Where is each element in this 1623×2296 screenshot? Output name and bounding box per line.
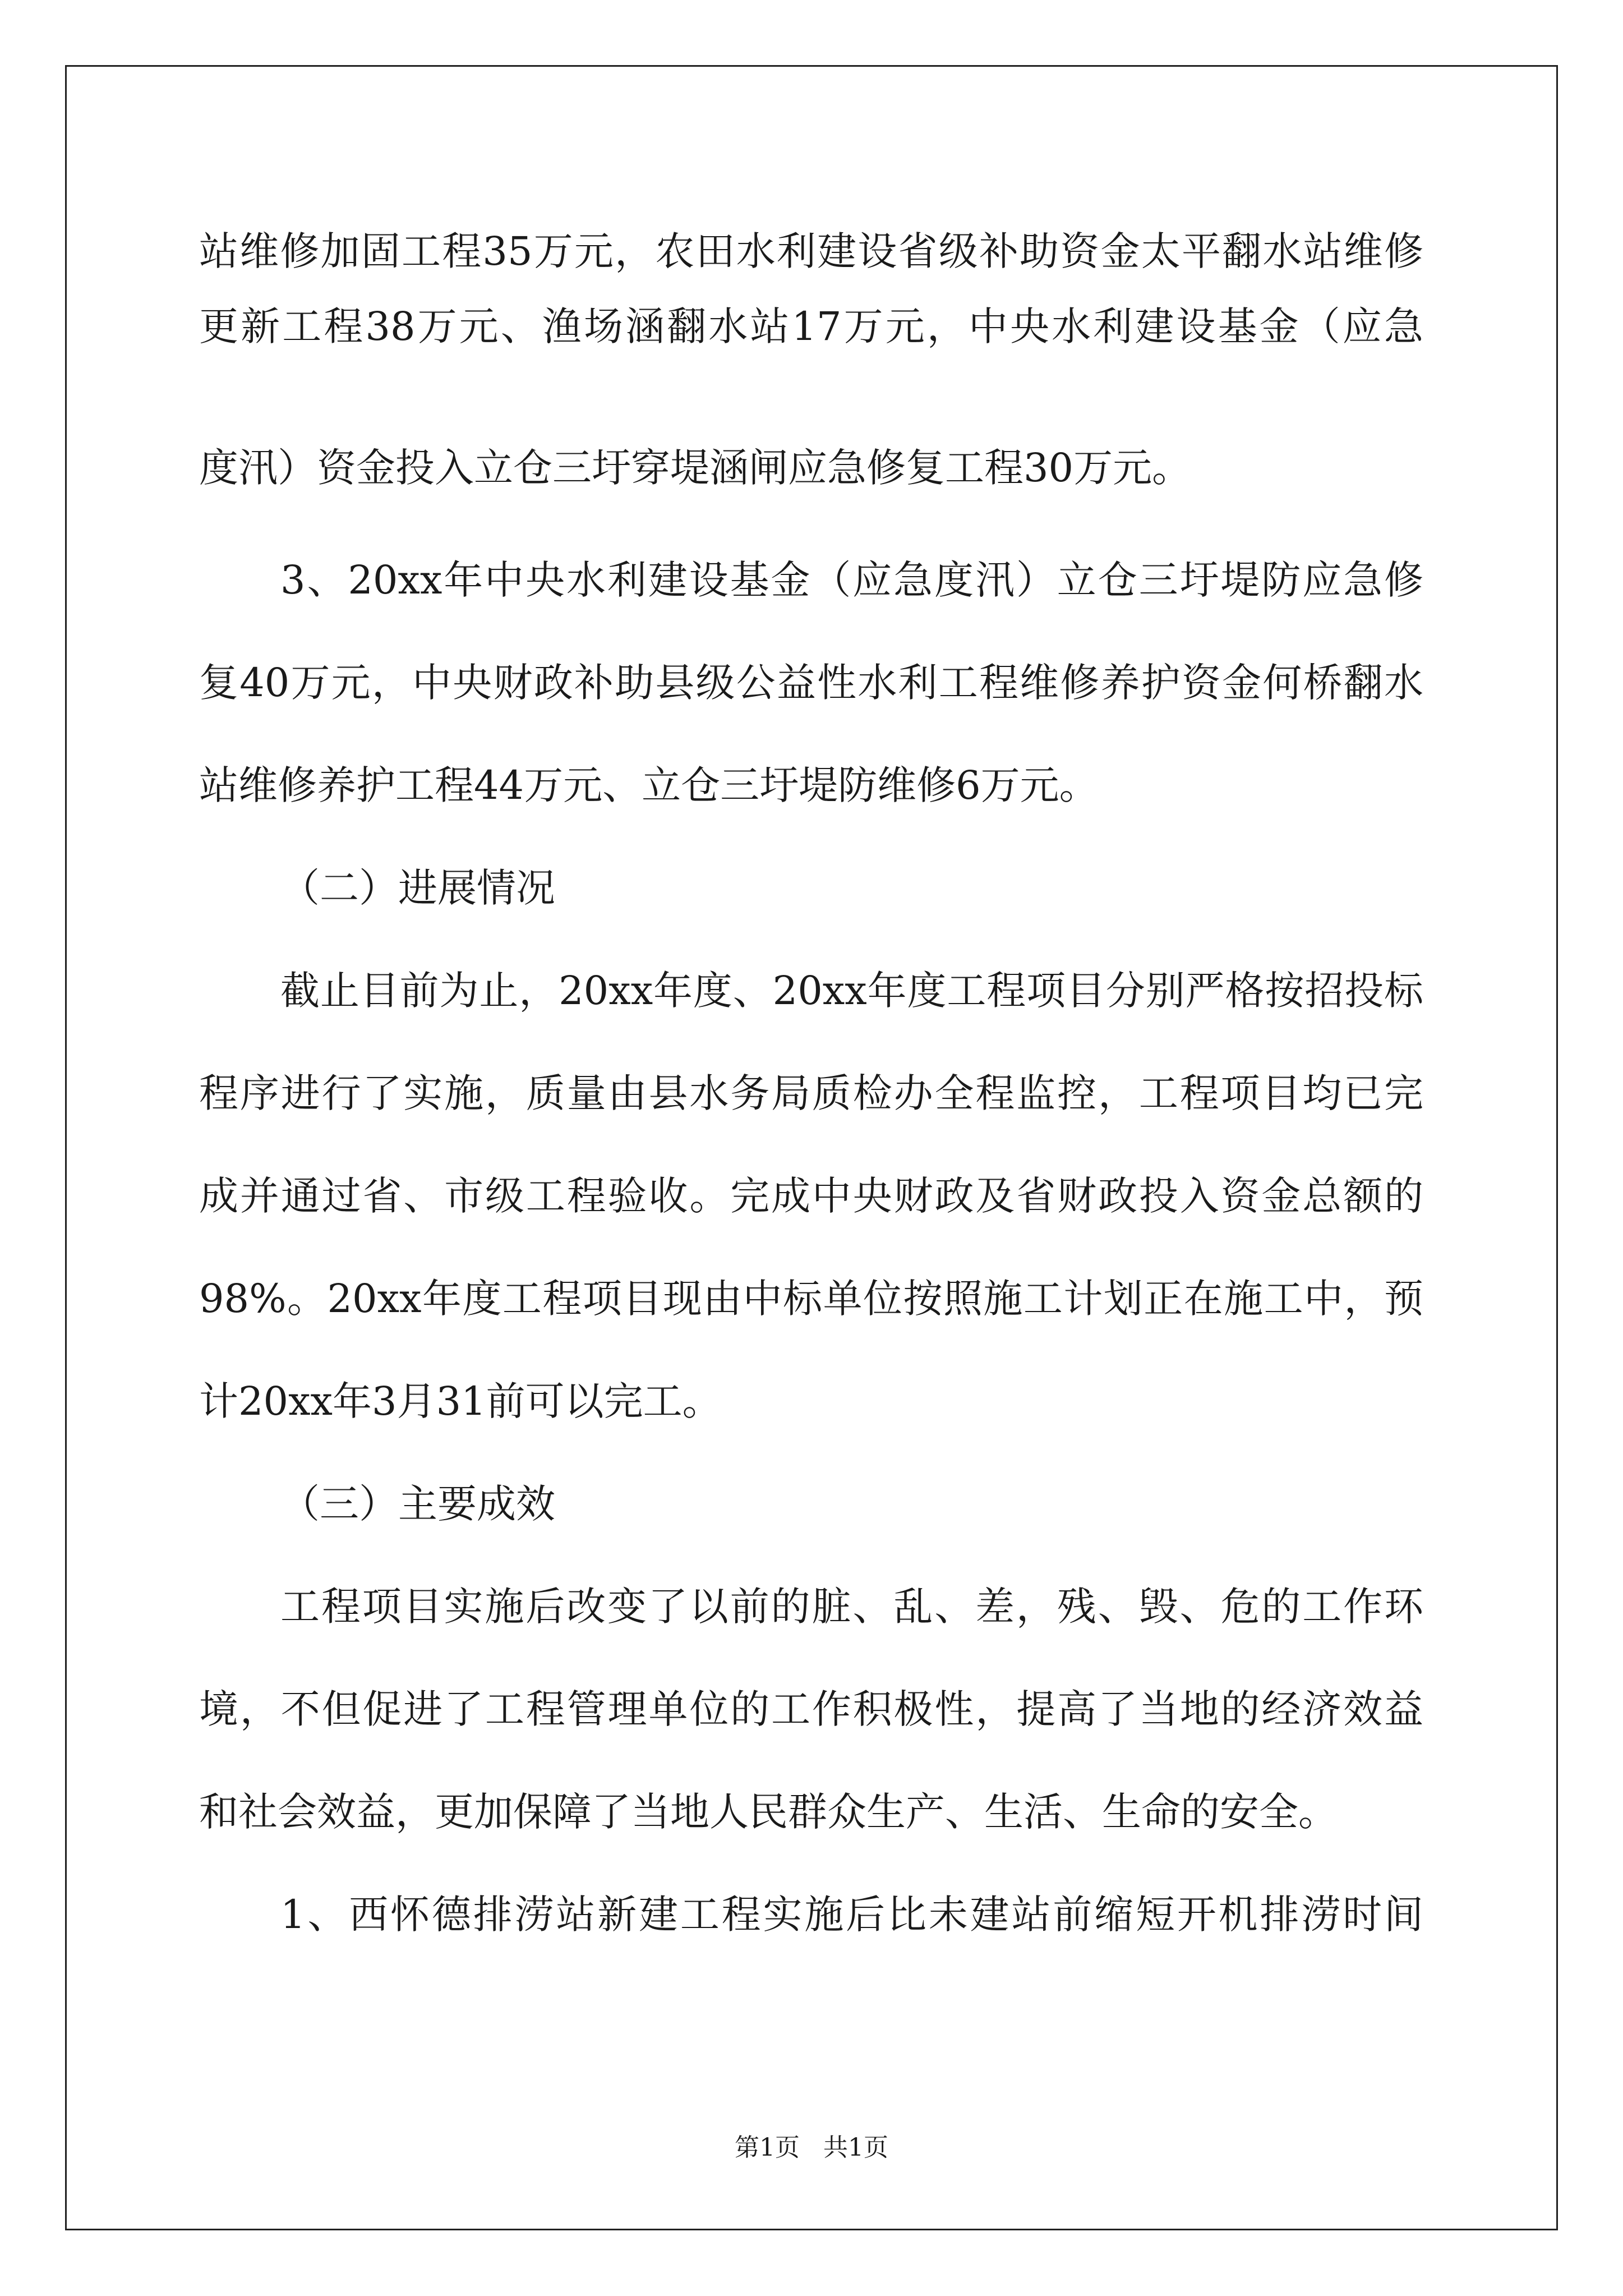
paragraph-line: 境，不但促进了工程管理单位的工作积极性，提高了当地的经济效益 (199, 1686, 1423, 1732)
paragraph-line: 截止目前为止，20xx年度、20xx年度工程项目分别严格按招投标 (280, 968, 1423, 1014)
paragraph-line: 工程项目实施后改变了以前的脏、乱、差，残、毁、危的工作环 (280, 1584, 1423, 1630)
paragraph-line: 程序进行了实施，质量由县水务局质检办全程监控，工程项目均已完 (199, 1070, 1423, 1116)
paragraph-line: 1、西怀德排涝站新建工程实施后比未建站前缩短开机排涝时间 (280, 1892, 1423, 1938)
paragraph-line: 更新工程38万元、渔场涵翻水站17万元，中央水利建设基金（应急 (199, 303, 1423, 349)
paragraph-line: 度汛）资金投入立仓三圩穿堤涵闸应急修复工程30万元。 (199, 445, 1192, 491)
paragraph-line: 站维修养护工程44万元、立仓三圩堤防维修6万元。 (199, 762, 1099, 808)
section-heading: （二）进展情况 (280, 865, 555, 911)
paragraph-line: 和社会效益，更加保障了当地人民群众生产、生活、生命的安全。 (199, 1789, 1338, 1835)
paragraph-line: 复40万元，中央财政补助县级公益性水利工程维修养护资金何桥翻水 (199, 660, 1423, 706)
paragraph-line: 计20xx年3月31前可以完工。 (199, 1378, 722, 1424)
page-number-footer: 第1页 共1页 (735, 2133, 888, 2162)
paragraph-line: 3、20xx年中央水利建设基金（应急度汛）立仓三圩堤防应急修 (280, 557, 1423, 603)
paragraph-line: 站维修加固工程35万元，农田水利建设省级补助资金太平翻水站维修 (199, 228, 1423, 274)
section-heading: （三）主要成效 (280, 1481, 555, 1527)
paragraph-line: 成并通过省、市级工程验收。完成中央财政及省财政投入资金总额的 (199, 1173, 1423, 1219)
paragraph-line: 98%。20xx年度工程项目现由中标单位按照施工计划正在施工中，预 (199, 1276, 1423, 1322)
